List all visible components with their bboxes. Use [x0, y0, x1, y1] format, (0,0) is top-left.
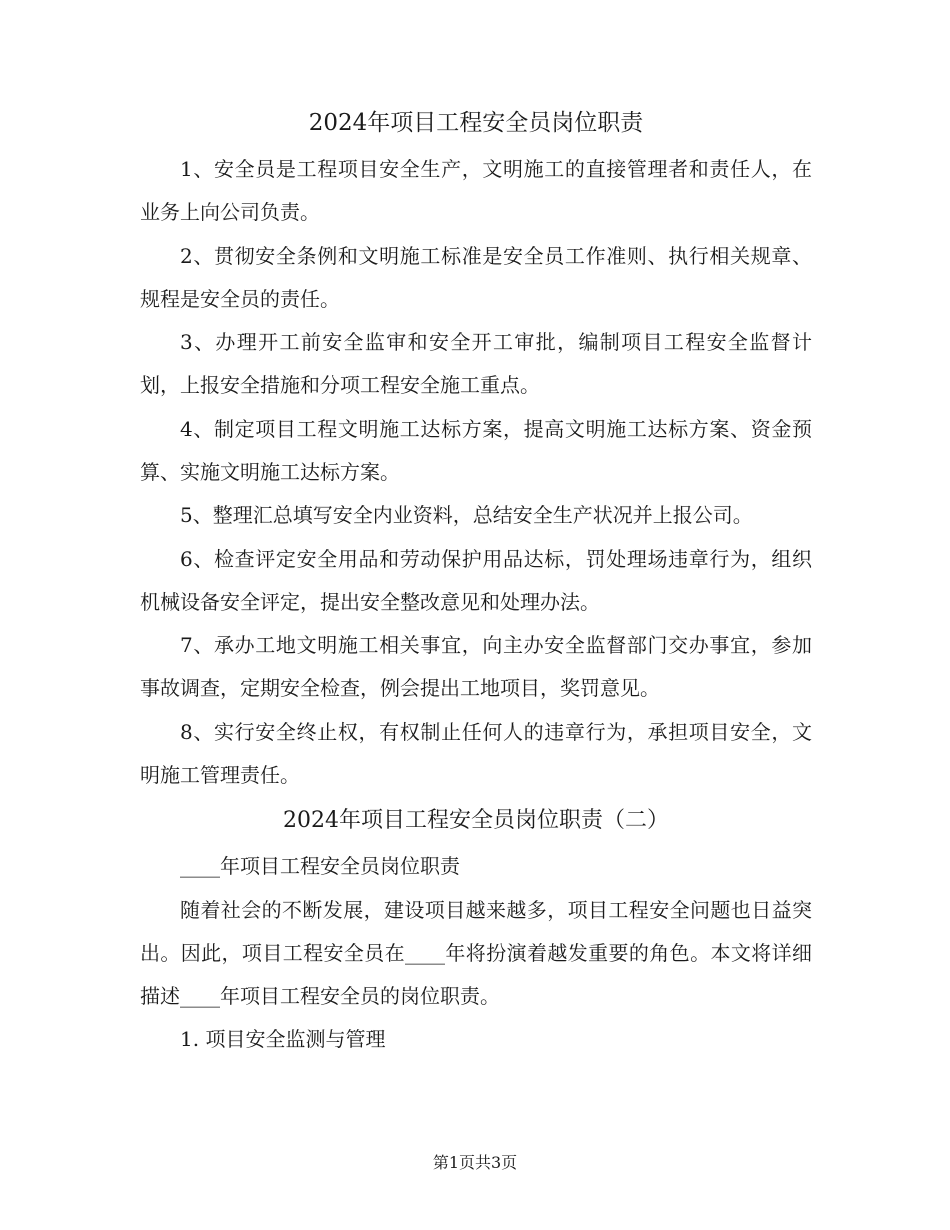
paragraph: 5、整理汇总填写安全内业资料，总结安全生产状况并上报公司。 [180, 503, 753, 527]
paragraph: 2、贯彻安全条例和文明施工标准是安全员工作准则、执行相关规章、规程是安全员的责任。 [140, 243, 812, 311]
paragraph: 8、实行安全终止权，有权制止任何人的违章行为，承担项目安全，文明施工管理责任。 [140, 719, 812, 787]
document-page [140, 98, 812, 1062]
paragraph: 4、制定项目工程文明施工达标方案，提高文明施工达标方案、资金预算、实施文明施工达标方案。 [140, 416, 812, 484]
document-title: 2024年项目工程安全员岗位职责 [308, 110, 644, 136]
paragraph: 7、承办工地文明施工相关事宜，向主办安全监督部门交办事宜，参加事故调查，定期安全检查，例会提出工地项目，奖罚意见。 [140, 633, 812, 700]
paragraph: 6、检查评定安全用品和劳动保护用品达标，罚处理场违章行为，组织机械设备安全评定，提出安全整改意见和处理办法。 [140, 546, 812, 614]
page-number: 第1页共3页 [432, 1153, 518, 1172]
paragraph: ____年项目工程安全员岗位职责 [180, 854, 460, 878]
section-title: 2024年项目工程安全员岗位职责（二） [283, 808, 669, 833]
paragraph: 3、办理开工前安全监审和安全开工审批，编制项目工程安全监督计划，上报安全措施和分项工程安全施工重点。 [140, 330, 812, 397]
paragraph: 随着社会的不断发展，建设项目越来越多，项目工程安全问题也日益突出。因此，项目工程安全员在____年将扮演着越发重要的角色。本文将详细描述____年项目工程安全员的岗位职责。 [140, 897, 812, 1008]
paragraph: 1、安全员是工程项目安全生产，文明施工的直接管理者和责任人，在业务上向公司负责。 [140, 157, 812, 224]
paragraph: 1. 项目安全监测与管理 [180, 1027, 386, 1051]
